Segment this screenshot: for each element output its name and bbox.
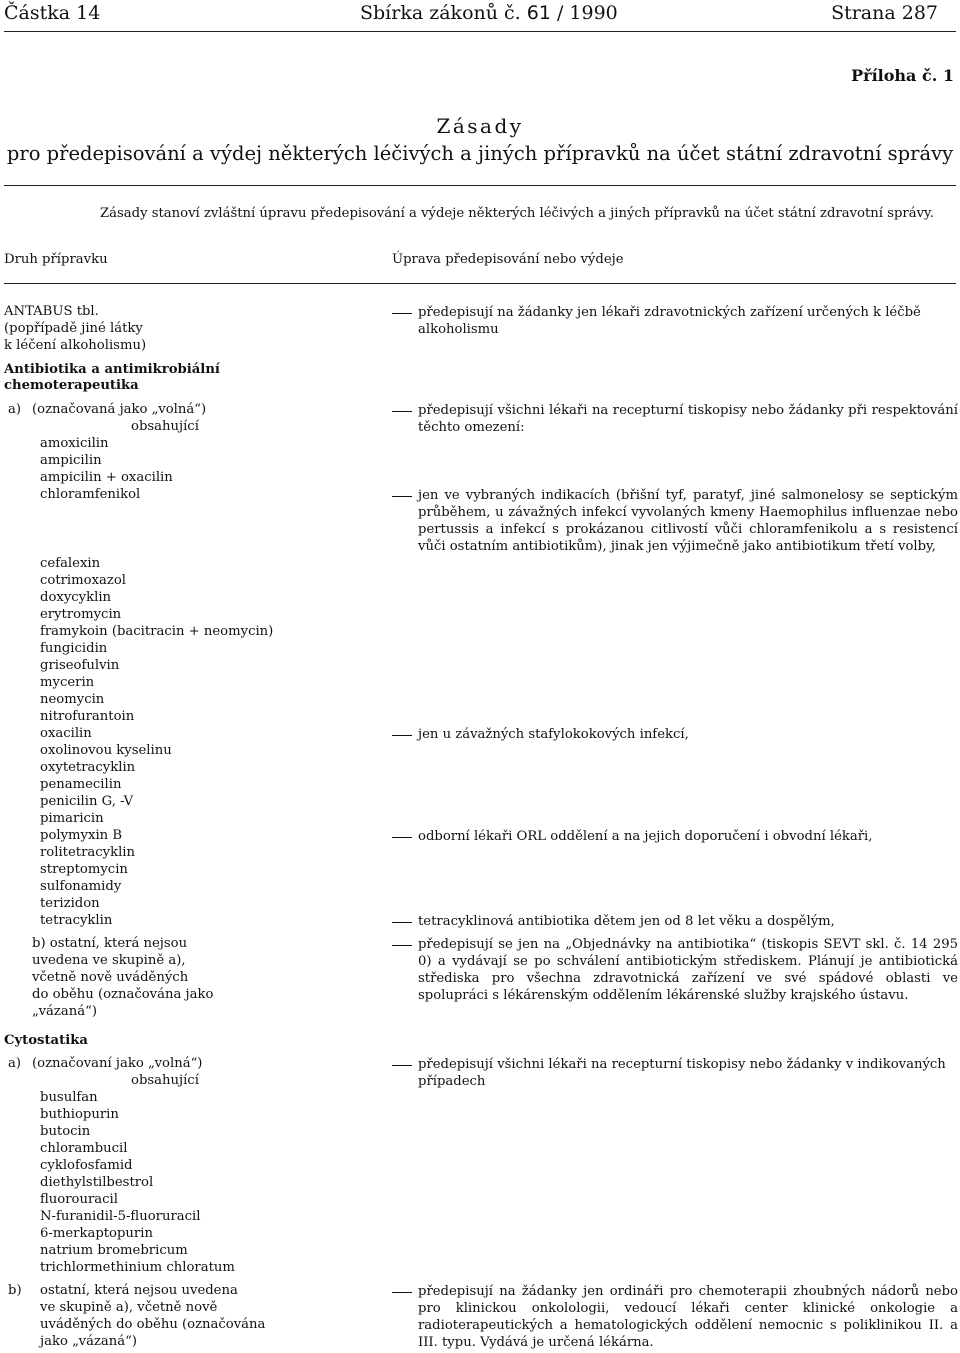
drug-item: penamecilin (40, 777, 122, 792)
chloramfenikol-rule: jen ve vybraných indikacích (břišní tyf, paratyf, jiné salmonelosy se septickým průběhem, u závažných infekcí vyvolaných kmeny Haemophilus influenzae nebo pertussis a infekcí s prokázanou citlivostí vůči chloramfenikolu a s resistencí vůči ostatním antibiotikům), jinak jen výjimečně jako antibiotikum třetí volby, (418, 488, 958, 554)
dash (392, 496, 412, 497)
title-rule (4, 185, 956, 186)
drug-item: amoxicilin (40, 436, 109, 451)
drug-item: pimaricin (40, 811, 104, 826)
drug-item: butocin (40, 1124, 91, 1139)
document-title: Zásady (436, 114, 524, 138)
group-b-line: uváděných do oběhu (označována (40, 1317, 266, 1332)
dash (392, 922, 412, 923)
antabus-line: (popřípadě jiné látky (4, 321, 143, 336)
group-a-text: (označovaná jako „volná“) (32, 402, 207, 417)
header-collection-prefix: Sbírka zákonů č. (360, 2, 527, 24)
drug-item: nitrofurantoin (40, 709, 135, 724)
drug-item: 6-merkaptopurin (40, 1226, 153, 1241)
antibiotics-heading: chemoterapeutika (4, 378, 139, 393)
drug-item: penicilin G, -V (40, 794, 134, 809)
group-a-text: obsahující (131, 419, 199, 434)
group-b-line: ve skupině a), včetně nově (40, 1300, 218, 1315)
cytostatics-b-rule: předepisují na žádanky jen ordináři pro chemoterapii zhoubných nádorů nebo pro klinickou onkolologii, vedoucí lékaři center klinické onkologie a radioterapeutických a hematologických oddělení nemocnic s poliklinikou II. a III. typu. Vydává je určená lékárna. (418, 1284, 958, 1350)
dash (392, 411, 412, 412)
drug-item: oxolinovou kyselinu (40, 743, 172, 758)
drug-item: N-furanidil-5-fluoruracil (40, 1209, 201, 1224)
drug-item: tetracyklin (40, 913, 113, 928)
group-b-line: včetně nově uváděných (32, 970, 189, 985)
drug-item: natrium bromebricum (40, 1243, 188, 1258)
intro-text: Zásady stanoví zvláštní úpravu předepisování a výdeje některých léčivých a jiných přípravků na účet státní zdravotní správy. (100, 206, 934, 221)
header-year: / 1990 (550, 2, 618, 24)
drug-item: rolitetracyklin (40, 845, 136, 860)
oxacilin-rule: jen u závažných stafylokokových infekcí, (418, 727, 689, 742)
drug-item: trichlormethinium chloratum (40, 1260, 235, 1275)
drug-item: griseofulvin (40, 658, 120, 673)
antibiotics-b-rule: předepisují se jen na „Objednávky na antibiotika“ (tiskopis SEVT skl. č. 14 295 0) a vydávají se po schválení antibiotickým střediskem. Plánují je antibiotická střediska pro všechna zdravotnická zařízení ve své spádové oblasti ve spolupráci s lékárenským oddělením lékárenské služby krajského ústavu. (418, 937, 958, 1003)
header-law-number: 61 (526, 2, 551, 24)
cytostatics-heading: Cytostatika (4, 1033, 88, 1048)
drug-item: erytromycin (40, 607, 122, 622)
header-part-number: Částka 14 (4, 2, 101, 24)
dash (392, 735, 412, 736)
drug-item: framykoin (bacitracin + neomycin) (40, 624, 274, 639)
drug-item: chlorambucil (40, 1141, 128, 1156)
drug-item: fungicidin (40, 641, 108, 656)
drug-item: neomycin (40, 692, 105, 707)
header-collection (360, 2, 618, 24)
header-page-number: Strana 287 (831, 2, 938, 24)
drug-item: ampicilin (40, 453, 102, 468)
drug-item: busulfan (40, 1090, 98, 1105)
drug-item: terizidon (40, 896, 100, 911)
drug-item: fluorouracil (40, 1192, 118, 1207)
drug-item: cotrimoxazol (40, 573, 126, 588)
drug-item: cyklofosfamid (40, 1158, 133, 1173)
group-b-label: b) (8, 1283, 22, 1298)
antabus-line: ANTABUS tbl. (4, 304, 99, 319)
group-b-line: jako „vázaná“) (40, 1334, 138, 1349)
drug-item: oxytetracyklin (40, 760, 136, 775)
group-b-line: uvedena ve skupině a), (32, 953, 186, 968)
antibiotics-a-rule: předepisují všichni lékaři na recepturní tiskopisy nebo žádanky při respektování těchto omezení: (418, 403, 958, 435)
antabus-rule: předepisují na žádanky jen lékaři zdravotnických zařízení určených k léčbě alkoholismu (418, 305, 921, 337)
drug-item: cefalexin (40, 556, 101, 571)
drug-item: polymyxin B (40, 828, 123, 843)
group-b-line: ostatní, která nejsou uvedena (40, 1283, 238, 1298)
polymyxin-rule: odborní lékaři ORL oddělení a na jejich doporučení i obvodní lékaři, (418, 829, 873, 844)
dash (392, 837, 412, 838)
column-header-rule (4, 283, 956, 284)
group-a-label: a) (8, 1056, 22, 1071)
header-rule (4, 31, 956, 32)
group-a-text: (označovaní jako „volná“) (32, 1056, 203, 1071)
column-header-rules: Úprava předepisování nebo výdeje (392, 252, 624, 267)
drug-item: buthiopurin (40, 1107, 119, 1122)
group-b-line: do oběhu (označována jako (32, 987, 214, 1002)
document-subtitle: pro předepisování a výdej některých léčivých a jiných přípravků na účet státní zdravotní správy (6, 142, 954, 165)
group-a-label: a) (8, 402, 22, 417)
cytostatics-a-rule: předepisují všichni lékaři na recepturní tiskopisy nebo žádanky v indikovaných případech (418, 1057, 946, 1089)
antabus-line: k léčení alkoholismu) (4, 338, 147, 353)
drug-item: diethylstilbestrol (40, 1175, 154, 1190)
dash (392, 945, 412, 946)
drug-item: doxycyklin (40, 590, 112, 605)
antibiotics-heading: Antibiotika a antimikrobiální (4, 362, 220, 377)
group-b-line: „vázaná“) (32, 1004, 97, 1019)
drug-item: mycerin (40, 675, 95, 690)
drug-item: streptomycin (40, 862, 128, 877)
dash (392, 313, 412, 314)
dash (392, 1292, 412, 1293)
drug-item: sulfonamidy (40, 879, 122, 894)
drug-item: oxacilin (40, 726, 92, 741)
annex-label: Příloha č. 1 (851, 66, 954, 85)
drug-item: chloramfenikol (40, 487, 141, 502)
group-b-line: b) ostatní, která nejsou (32, 936, 188, 951)
dash (392, 1065, 412, 1066)
group-a-text: obsahující (131, 1073, 199, 1088)
column-header-type: Druh přípravku (4, 252, 108, 267)
drug-item: ampicilin + oxacilin (40, 470, 173, 485)
tetracyklin-rule: tetracyklinová antibiotika dětem jen od 8 let věku a dospělým, (418, 914, 835, 929)
